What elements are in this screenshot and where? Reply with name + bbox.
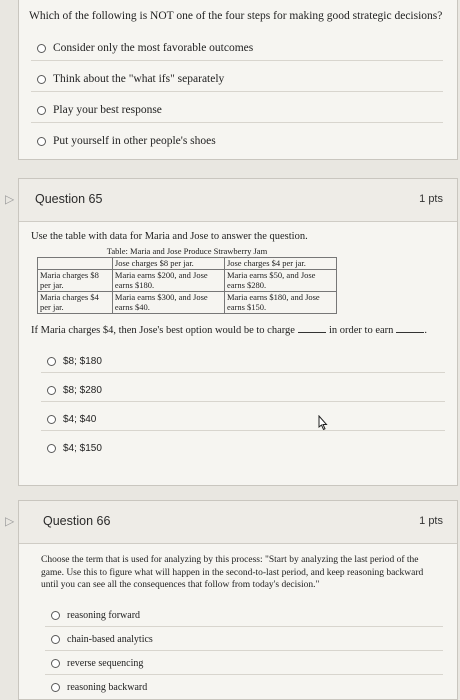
radio-button[interactable] bbox=[51, 635, 60, 644]
fill-text-before: If Maria charges $4, then Jose's best option would be to charge bbox=[31, 325, 295, 336]
answer-option[interactable] bbox=[41, 379, 445, 402]
table-caption: Table: Maria and Jose Produce Strawberry Jam bbox=[106, 246, 268, 256]
table-cell: Maria earns $180, and Jose earns $150. bbox=[224, 292, 336, 314]
column-header: Jose charges $8 per jar. bbox=[112, 257, 224, 270]
question-text: Which of the following is NOT one of the four steps for making good strategic decisions? bbox=[29, 10, 443, 22]
radio-button[interactable] bbox=[51, 683, 60, 692]
question-title: Question 66 bbox=[43, 514, 111, 528]
table-row bbox=[38, 292, 337, 314]
option-label: Think about the "what ifs" separately bbox=[53, 73, 225, 85]
answer-option[interactable] bbox=[31, 67, 443, 92]
answer-options bbox=[19, 22, 457, 153]
radio-button[interactable] bbox=[47, 444, 56, 453]
payoff-table bbox=[37, 247, 337, 314]
answer-option[interactable] bbox=[31, 98, 443, 123]
table-cell: Maria earns $50, and Jose earns $280. bbox=[224, 270, 336, 292]
radio-button[interactable] bbox=[47, 386, 56, 395]
fill-in-prompt bbox=[19, 314, 457, 336]
question-points: 1 pts bbox=[419, 515, 443, 527]
answer-option[interactable] bbox=[45, 606, 443, 627]
answer-options bbox=[19, 592, 457, 698]
answer-option[interactable] bbox=[45, 630, 443, 651]
answer-option[interactable] bbox=[41, 408, 445, 431]
answer-options bbox=[19, 336, 457, 459]
table-corner bbox=[38, 257, 113, 270]
option-label: Consider only the most favorable outcomes bbox=[53, 42, 254, 54]
question-prompt: Use the table with data for Maria and Jose to answer the question. bbox=[31, 231, 308, 242]
radio-button[interactable] bbox=[37, 44, 46, 53]
fill-text-after: . bbox=[424, 325, 428, 336]
answer-option[interactable] bbox=[41, 350, 445, 373]
answer-option[interactable] bbox=[31, 129, 443, 153]
question-card-65 bbox=[5, 178, 458, 486]
table-cell: Maria earns $300, and Jose earns $40. bbox=[112, 292, 224, 314]
table-row bbox=[38, 270, 337, 292]
radio-button[interactable] bbox=[51, 659, 60, 668]
option-label: Put yourself in other people's shoes bbox=[53, 135, 216, 147]
radio-button[interactable] bbox=[47, 357, 56, 366]
radio-button[interactable] bbox=[51, 611, 60, 620]
question-points: 1 pts bbox=[419, 193, 443, 205]
table-header-row bbox=[38, 257, 337, 270]
fill-text-middle: in order to earn bbox=[328, 325, 394, 336]
option-label: chain-based analytics bbox=[67, 634, 153, 645]
answer-option[interactable] bbox=[45, 654, 443, 675]
row-header: Maria charges $4 per jar. bbox=[38, 292, 113, 314]
option-label: reasoning backward bbox=[67, 682, 148, 693]
answer-blank bbox=[396, 324, 424, 333]
question-header bbox=[5, 501, 457, 544]
flag-icon[interactable]: ▷ bbox=[5, 514, 15, 528]
radio-button[interactable] bbox=[37, 106, 46, 115]
radio-button[interactable] bbox=[37, 75, 46, 84]
column-header: Jose charges $4 per jar. bbox=[224, 257, 336, 270]
answer-option[interactable] bbox=[41, 437, 445, 459]
radio-button[interactable] bbox=[47, 415, 56, 424]
question-card-previous bbox=[18, 0, 458, 160]
question-card-66 bbox=[5, 500, 458, 700]
question-title: Question 65 bbox=[35, 192, 103, 206]
row-header: Maria charges $8 per jar. bbox=[38, 270, 113, 292]
question-header bbox=[5, 179, 457, 222]
option-label: Play your best response bbox=[53, 104, 162, 116]
answer-option[interactable] bbox=[45, 678, 443, 698]
table-cell: Maria earns $200, and Jose earns $180. bbox=[112, 270, 224, 292]
option-label: $8; $280 bbox=[63, 384, 102, 396]
flag-icon[interactable]: ▷ bbox=[5, 192, 15, 206]
option-label: $4; $150 bbox=[63, 442, 102, 454]
answer-blank bbox=[298, 324, 326, 333]
answer-option[interactable] bbox=[31, 36, 443, 61]
option-label: $8; $180 bbox=[63, 355, 102, 367]
mouse-pointer-icon bbox=[316, 415, 330, 433]
option-label: $4; $40 bbox=[63, 413, 97, 425]
option-label: reasoning forward bbox=[67, 610, 141, 621]
radio-button[interactable] bbox=[37, 137, 46, 146]
option-label: reverse sequencing bbox=[67, 658, 144, 669]
question-prompt: Choose the term that is used for analyzing by this process: "Start by analyzing the last period of the game. Use this to figure what will happen in the second-to-last period, and keep reasoning backward until you can see all the consequences that follow from today's decision." bbox=[41, 555, 424, 590]
